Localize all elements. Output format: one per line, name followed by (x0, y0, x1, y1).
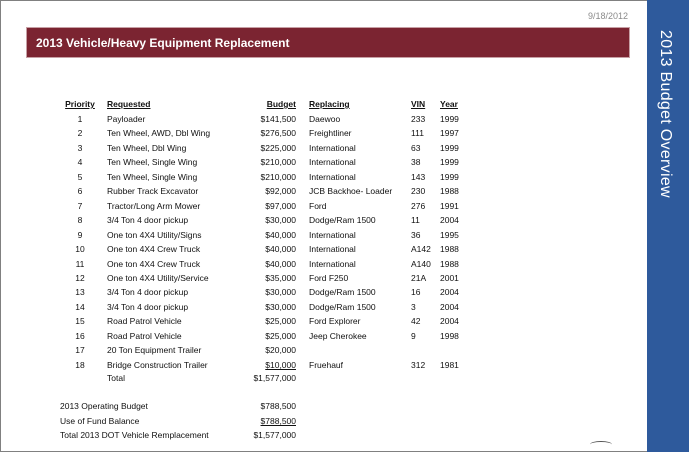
cell-year: 1997 (440, 128, 459, 138)
cell-budget: $30,000 (265, 287, 296, 297)
cell-year: 1991 (440, 201, 459, 211)
cell-priority: 11 (75, 259, 85, 269)
cell-priority: 8 (77, 215, 83, 225)
cell-budget: $210,000 (260, 157, 296, 167)
total-value: $1,577,000 (253, 373, 296, 383)
summary-label: Use of Fund Balance (60, 416, 140, 426)
cell-requested: Bridge Construction Trailer (107, 360, 208, 370)
cell-replacing: Freightliner (309, 128, 352, 138)
cell-replacing: Dodge/Ram 1500 (309, 302, 376, 312)
cell-year: 2004 (440, 287, 459, 297)
cell-vin: 143 (411, 172, 426, 182)
cell-priority: 12 (75, 273, 85, 283)
header-year: Year (440, 99, 458, 109)
cell-year: 1999 (440, 157, 459, 167)
header-requested: Requested (107, 99, 151, 109)
cell-year: 2001 (440, 273, 459, 283)
cell-replacing: Daewoo (309, 114, 341, 124)
cell-vin: 38 (411, 157, 421, 167)
title-banner (26, 27, 630, 58)
cell-requested: Ten Wheel, Single Wing (107, 172, 198, 182)
cell-requested: 3/4 Ton 4 door pickup (107, 302, 189, 312)
cell-vin: 21A (411, 273, 427, 283)
cell-priority: 14 (75, 302, 85, 312)
summary-value: $788,500 (260, 401, 296, 411)
cell-replacing: International (309, 244, 356, 254)
cell-budget: $30,000 (265, 215, 296, 225)
summary-value: $788,500 (260, 416, 296, 426)
cell-replacing: Dodge/Ram 1500 (309, 215, 376, 225)
cell-budget: $25,000 (265, 331, 296, 341)
cell-requested: Ten Wheel, Dbl Wing (107, 143, 187, 153)
cell-vin: A142 (411, 244, 431, 254)
cell-year: 1999 (440, 172, 459, 182)
header-vin: VIN (411, 99, 426, 109)
cell-priority: 18 (75, 360, 85, 370)
cell-priority: 16 (75, 331, 85, 341)
cell-requested: Rubber Track Excavator (107, 186, 199, 196)
cell-budget: $40,000 (265, 244, 296, 254)
cell-requested: One ton 4X4 Crew Truck (107, 244, 201, 254)
cell-replacing: International (309, 157, 356, 167)
cell-vin: 233 (411, 114, 426, 124)
cell-vin: 9 (411, 331, 416, 341)
cell-priority: 3 (77, 143, 83, 153)
header-replacing: Replacing (309, 99, 350, 109)
cell-replacing: Jeep Cherokee (309, 331, 367, 341)
cell-requested: Ten Wheel, Single Wing (107, 157, 198, 167)
cell-requested: One ton 4X4 Crew Truck (107, 259, 201, 269)
cell-vin: 42 (411, 316, 421, 326)
header-priority: Priority (65, 99, 95, 109)
cell-year: 2004 (440, 302, 459, 312)
cell-vin: 36 (411, 230, 421, 240)
cell-year: 2004 (440, 316, 459, 326)
cell-budget: $40,000 (265, 230, 296, 240)
cell-priority: 6 (77, 186, 83, 196)
cell-requested: 3/4 Ton 4 door pickup (107, 287, 189, 297)
cell-replacing: International (309, 172, 356, 182)
total-label: Total (107, 373, 125, 383)
cell-priority: 2 (77, 128, 83, 138)
cell-vin: 276 (411, 201, 426, 211)
summary-value: $1,577,000 (253, 430, 296, 440)
cell-budget: $276,500 (260, 128, 296, 138)
cell-requested: Road Patrol Vehicle (107, 331, 182, 341)
cell-budget: $141,500 (260, 114, 296, 124)
cell-priority: 7 (77, 201, 83, 211)
cell-priority: 9 (77, 230, 83, 240)
cell-priority: 17 (75, 345, 85, 355)
cell-year: 1988 (440, 186, 459, 196)
cell-replacing: Ford (309, 201, 327, 211)
banner-title: 2013 Vehicle/Heavy Equipment Replacement (36, 36, 290, 50)
cell-priority: 10 (75, 244, 85, 254)
cell-budget: $97,000 (265, 201, 296, 211)
side-title-bar (647, 0, 689, 452)
cell-replacing: Ford F250 (309, 273, 349, 283)
cell-requested: Road Patrol Vehicle (107, 316, 182, 326)
cell-year: 1981 (440, 360, 459, 370)
cell-budget: $210,000 (260, 172, 296, 182)
cell-budget: $225,000 (260, 143, 296, 153)
cell-year: 1988 (440, 259, 459, 269)
cell-requested: Payloader (107, 114, 146, 124)
cell-vin: 11 (411, 215, 420, 225)
cell-replacing: International (309, 143, 356, 153)
cell-requested: Tractor/Long Arm Mower (107, 201, 201, 211)
header-budget: Budget (266, 99, 296, 109)
cell-budget: $30,000 (265, 302, 296, 312)
cell-vin: 230 (411, 186, 426, 196)
cell-vin: A140 (411, 259, 431, 269)
cell-requested: 3/4 Ton 4 door pickup (107, 215, 189, 225)
cell-requested: One ton 4X4 Utility/Signs (107, 230, 202, 240)
cell-year: 1999 (440, 143, 459, 153)
cell-budget: $20,000 (265, 345, 296, 355)
document-date: 9/18/2012 (587, 11, 628, 21)
cell-vin: 3 (411, 302, 416, 312)
cell-year: 1998 (440, 331, 459, 341)
cell-replacing: Dodge/Ram 1500 (309, 287, 376, 297)
cell-year: 2004 (440, 215, 459, 225)
cell-vin: 63 (411, 143, 421, 153)
cell-replacing: International (309, 230, 356, 240)
summary-label: Total 2013 DOT Vehicle Remplacement (60, 430, 209, 440)
cell-requested: One ton 4X4 Utility/Service (107, 273, 209, 283)
cell-replacing: JCB Backhoe- Loader (309, 186, 393, 196)
cell-priority: 13 (75, 287, 85, 297)
side-title: 2013 Budget Overview (657, 30, 674, 198)
cell-budget: $92,000 (265, 186, 296, 196)
page-curve-mark (590, 441, 612, 448)
cell-vin: 111 (411, 128, 424, 138)
cell-replacing: International (309, 259, 356, 269)
cell-budget: $10,000 (265, 360, 296, 370)
cell-budget: $25,000 (265, 316, 296, 326)
cell-year: 1995 (440, 230, 459, 240)
cell-year: 1999 (440, 114, 459, 124)
summary-label: 2013 Operating Budget (60, 401, 148, 411)
cell-budget: $40,000 (265, 259, 296, 269)
cell-requested: Ten Wheel, AWD, Dbl Wing (107, 128, 211, 138)
cell-replacing: Fruehauf (309, 360, 344, 370)
cell-vin: 312 (411, 360, 426, 370)
cell-requested: 20 Ton Equipment Trailer (107, 345, 202, 355)
cell-priority: 1 (77, 114, 83, 124)
cell-budget: $35,000 (265, 273, 296, 283)
cell-replacing: Ford Explorer (309, 316, 361, 326)
cell-priority: 5 (77, 172, 83, 182)
cell-year: 1988 (440, 244, 459, 254)
cell-priority: 15 (75, 316, 85, 326)
cell-vin: 16 (411, 287, 421, 297)
cell-priority: 4 (77, 157, 83, 167)
